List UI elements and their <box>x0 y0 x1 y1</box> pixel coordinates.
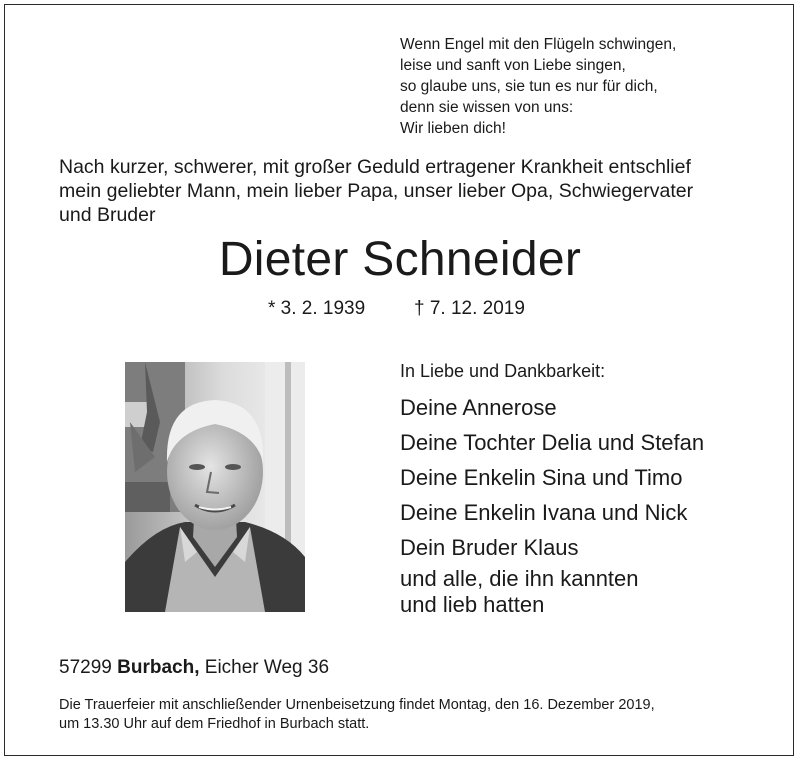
intro-line: und Bruder <box>59 204 156 226</box>
poem-line: Wenn Engel mit den Flügeln schwingen, <box>400 36 677 53</box>
mourners-heading: In Liebe und Dankbarkeit: <box>400 361 606 381</box>
mourner-name: Dein Bruder Klaus <box>400 535 579 560</box>
poem <box>400 34 676 139</box>
service-line: um 13.30 Uhr auf dem Friedhof in Burbach statt. <box>59 716 370 732</box>
poem-line: denn sie wissen von uns: <box>400 99 574 116</box>
service-line: Die Trauerfeier mit anschließender Urnenbeisetzung findet Montag, den 16. Dezember 2019, <box>59 697 655 713</box>
address-city: Burbach, <box>117 657 200 678</box>
poem-line: Wir lieben dich! <box>400 120 506 137</box>
others-line: und lieb hatten <box>400 592 545 617</box>
intro-line: mein geliebter Mann, mein lieber Papa, unser lieber Opa, Schwiegervater <box>59 180 694 202</box>
service-info <box>59 696 655 734</box>
mourners-others <box>400 566 639 618</box>
mourner-name: Deine Annerose <box>400 395 557 420</box>
deceased-name: Dieter Schneider <box>218 233 582 286</box>
others-line: und alle, die ihn kannten <box>400 566 639 591</box>
mourner-name: Deine Tochter Delia und Stefan <box>400 430 705 455</box>
mourners-list <box>400 393 704 568</box>
portrait-photo <box>125 362 305 612</box>
poem-line: so glaube uns, sie tun es nur für dich, <box>400 78 658 95</box>
address-street: Eicher Weg 36 <box>204 657 330 678</box>
portrait-image <box>125 362 305 612</box>
mourner-name: Deine Enkelin Ivana und Nick <box>400 500 688 525</box>
intro-text <box>59 155 693 227</box>
poem-line: leise und sanft von Liebe singen, <box>400 57 626 74</box>
mourner-name: Deine Enkelin Sina und Timo <box>400 465 683 490</box>
address <box>59 656 329 680</box>
birth-date: * 3. 2. 1939 <box>268 298 366 319</box>
death-date: † 7. 12. 2019 <box>414 298 525 319</box>
intro-line: Nach kurzer, schwerer, mit großer Geduld ertragener Krankheit entschlief <box>59 156 691 178</box>
address-zip: 57299 <box>59 657 112 678</box>
